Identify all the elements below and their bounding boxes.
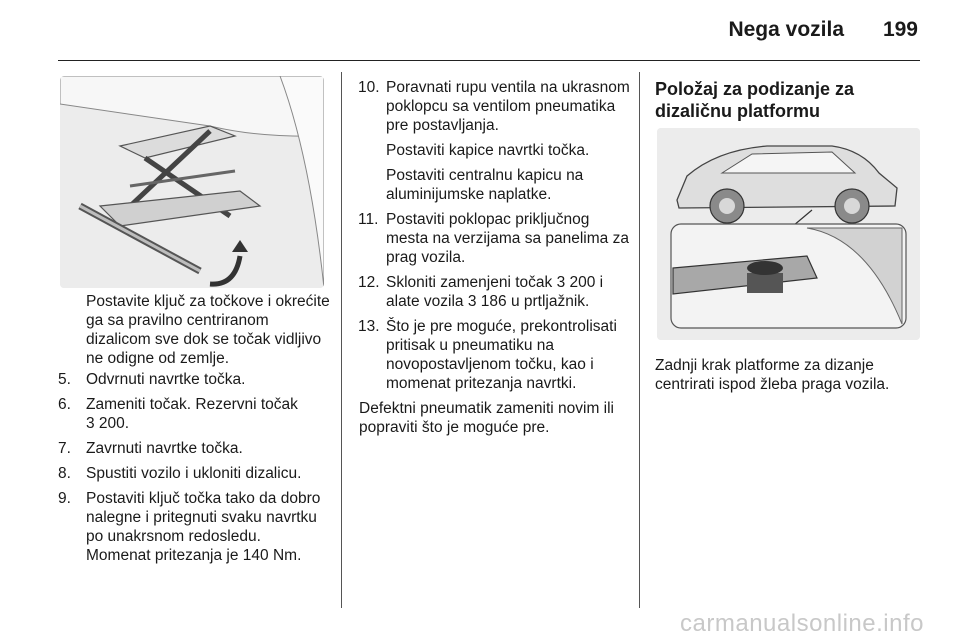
column-divider-1 (341, 72, 342, 608)
header-rule (58, 60, 920, 61)
step-number: 7. (58, 440, 71, 457)
step-subtext: Postaviti centralnu kapicu na aluminijumske naplatke. (386, 167, 584, 203)
step-text: Skloniti zamenjeni točak 3 200 i alate vozila 3 186 u prtljažnik. (386, 274, 604, 310)
step-number: 12. (358, 274, 380, 291)
list-item (58, 489, 330, 565)
list-item (358, 78, 630, 135)
step-text: Postaviti poklopac priključnog mesta na verzijama sa panelima za prag vozila. (386, 211, 629, 266)
section-heading: Položaj za podizanje za dizaličnu platformu (655, 79, 855, 121)
car-lift-point-icon (657, 128, 920, 340)
step-number: 11. (358, 211, 379, 228)
step-text: Poravnati rupu ventila na ukrasnom poklopcu sa ventilom pneumatika pre postavljanja. (386, 79, 630, 134)
step-text: Odvrnuti navrtke točka. (86, 371, 246, 388)
step-number: 9. (58, 490, 71, 507)
list-item (358, 317, 630, 393)
jack-illustration (60, 76, 324, 288)
step-number: 6. (58, 396, 71, 413)
list-item (58, 464, 330, 483)
list-item (358, 273, 630, 311)
watermark: carmanualsonline.info (680, 610, 924, 637)
page-reference[interactable]: 3 200. (86, 415, 130, 432)
column-divider-2 (639, 72, 640, 608)
step-text: Spustiti vozilo i ukloniti dizalicu. (86, 465, 302, 482)
figure-caption: Postavite ključ za točkove i okrećite ga sa pravilno centriranom dizalicom sve dok se točak vidljivo ne odigne od zemlje. (86, 293, 330, 367)
figure-caption: Zadnji krak platforme za dizanje centrirati ispod žleba praga vozila. (655, 357, 890, 393)
chapter-title: Nega vozila (728, 18, 844, 41)
step-number: 8. (58, 465, 71, 482)
steps-list-2 (358, 78, 630, 437)
lift-point-illustration (657, 128, 920, 340)
list-item (58, 439, 330, 458)
step-number: 10. (358, 79, 380, 96)
step-note: Momenat pritezanja je 140 Nm. (86, 547, 302, 564)
jack-with-crank-arrow-icon (60, 76, 324, 288)
step-number: 13. (358, 318, 380, 335)
step-text: Zameniti točak. Rezervni točak (86, 396, 298, 413)
page-header (0, 0, 960, 60)
list-item (358, 210, 630, 267)
closing-note: Defektni pneumatik zameniti novim ili popraviti što je moguće pre. (359, 400, 614, 436)
step-text: Postaviti ključ točka tako da dobro nalegne i pritegnuti svaku navrtku po unakrsnom redosledu. (86, 490, 321, 545)
page-number: 199 (882, 18, 918, 41)
list-item (58, 370, 330, 389)
list-item (58, 395, 330, 433)
step-text: Što je pre moguće, prekontrolisati pritisak u pneumatiku na novopostavljenom točku, kao i momenat pritezanja navrtki. (386, 318, 617, 392)
step-subtext: Postaviti kapice navrtki točka. (386, 142, 590, 159)
step-number: 5. (58, 371, 71, 388)
step-text: Zavrnuti navrtke točka. (86, 440, 243, 457)
steps-list-1 (58, 370, 330, 571)
